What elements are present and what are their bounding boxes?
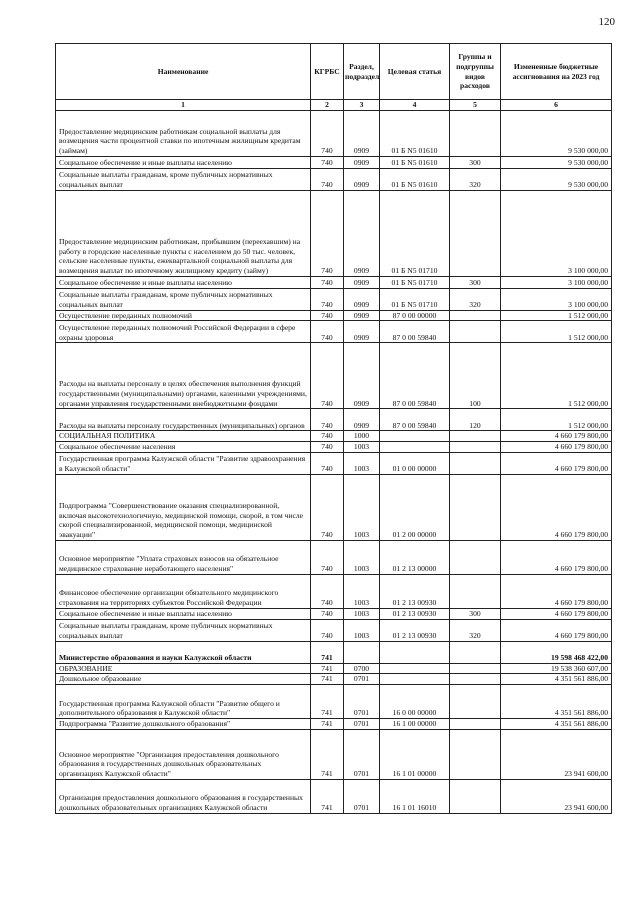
cell-vid — [450, 663, 501, 674]
cell-vid — [450, 321, 501, 343]
cell-kgrbs: 740 — [311, 288, 344, 310]
cell-kgrbs: 740 — [311, 619, 344, 641]
table-row — [56, 674, 612, 685]
cell-celevaya — [380, 431, 450, 442]
cell-celevaya: 16 1 00 00000 — [380, 719, 450, 730]
cell-summa: 4 351 561 886,00 — [501, 719, 612, 730]
cell-razdel: 0909 — [344, 310, 380, 321]
cell-vid — [450, 540, 501, 574]
cell-name: Социальное обеспечение и иные выплаты населению — [56, 156, 311, 168]
cell-name: Социальные выплаты гражданам, кроме публичных нормативных социальных выплат — [56, 168, 311, 190]
cell-kgrbs: 740 — [311, 156, 344, 168]
cell-razdel: 0909 — [344, 288, 380, 310]
table-row — [56, 452, 612, 474]
cell-celevaya: 01 Б N5 01710 — [380, 276, 450, 288]
cell-celevaya: 01 Б N5 01710 — [380, 190, 450, 276]
cell-kgrbs: 741 — [311, 685, 344, 719]
cell-razdel: 0701 — [344, 719, 380, 730]
cell-celevaya: 01 2 00 00000 — [380, 474, 450, 540]
cell-vid: 300 — [450, 608, 501, 619]
cell-vid — [450, 452, 501, 474]
table-row — [56, 442, 612, 453]
cell-vid: 100 — [450, 343, 501, 409]
cell-summa: 1 512 000,00 — [501, 310, 612, 321]
cell-celevaya: 16 0 00 00000 — [380, 685, 450, 719]
cell-celevaya: 01 0 00 00000 — [380, 452, 450, 474]
table-row — [56, 288, 612, 310]
cell-name: Основное мероприятие "Уплата страховых взносов на обязательное медицинское страхование неработающего населения" — [56, 540, 311, 574]
cell-name: Социальное обеспечение населения — [56, 442, 311, 453]
cell-summa: 1 512 000,00 — [501, 409, 612, 431]
table-row — [56, 574, 612, 608]
cell-name: Предоставление медицинским работникам социальной выплаты для возмещения части процентной ставки по ипотечным жилищным кредитам (займам) — [56, 110, 311, 156]
cell-vid — [450, 574, 501, 608]
cell-name: Социальные выплаты гражданам, кроме публичных нормативных социальных выплат — [56, 619, 311, 641]
column-number: 1 — [56, 100, 311, 111]
table-row — [56, 608, 612, 619]
cell-name: СОЦИАЛЬНАЯ ПОЛИТИКА — [56, 431, 311, 442]
column-number: 5 — [450, 100, 501, 111]
cell-summa: 3 100 000,00 — [501, 288, 612, 310]
table-row — [56, 310, 612, 321]
table-row — [56, 663, 612, 674]
cell-vid: 120 — [450, 409, 501, 431]
table-row — [56, 409, 612, 431]
cell-summa: 19 538 360 607,00 — [501, 663, 612, 674]
cell-name: Основное мероприятие "Организация предоставления дошкольного образования в государственных дошкольных образовательных организациях Калужской области" — [56, 729, 311, 779]
cell-celevaya: 87 0 00 59840 — [380, 409, 450, 431]
column-number: 2 — [311, 100, 344, 111]
cell-name: ОБРАЗОВАНИЕ — [56, 663, 311, 674]
cell-celevaya — [380, 663, 450, 674]
column-number-row — [56, 100, 612, 111]
cell-razdel: 0909 — [344, 276, 380, 288]
header-gruppy: Группы и подгруппы видов расходов — [450, 44, 501, 100]
cell-celevaya: 16 1 01 16010 — [380, 779, 450, 813]
cell-name: Предоставление медицинским работникам, прибывшим (переехавшим) на работу в городские населенные пункты с населением до 50 тыс. человек, сельские населенные пункты, ежеквартальной социальной выплаты для возмещения выплат по ипотечному жилищному кредиту (займу) — [56, 190, 311, 276]
cell-vid — [450, 685, 501, 719]
cell-razdel: 1003 — [344, 474, 380, 540]
cell-summa: 4 660 179 800,00 — [501, 619, 612, 641]
cell-celevaya: 01 Б N5 01610 — [380, 156, 450, 168]
cell-summa: 19 598 468 422,00 — [501, 641, 612, 663]
header-summa: Измененные бюджетные ассигнования на 2023 год — [501, 44, 612, 100]
cell-celevaya — [380, 442, 450, 453]
cell-razdel: 1003 — [344, 452, 380, 474]
cell-kgrbs: 740 — [311, 574, 344, 608]
cell-vid — [450, 719, 501, 730]
cell-kgrbs: 740 — [311, 442, 344, 453]
table-body — [56, 110, 612, 813]
cell-celevaya — [380, 674, 450, 685]
cell-summa: 9 530 000,00 — [501, 110, 612, 156]
cell-name: Расходы на выплаты персоналу государственных (муниципальных) органов — [56, 409, 311, 431]
cell-kgrbs: 740 — [311, 431, 344, 442]
cell-kgrbs: 740 — [311, 190, 344, 276]
cell-kgrbs: 740 — [311, 343, 344, 409]
cell-celevaya: 01 2 13 00000 — [380, 540, 450, 574]
cell-kgrbs: 740 — [311, 276, 344, 288]
cell-name: Министерство образования и науки Калужской области — [56, 641, 311, 663]
cell-razdel: 0909 — [344, 110, 380, 156]
cell-kgrbs: 740 — [311, 310, 344, 321]
cell-kgrbs: 740 — [311, 540, 344, 574]
cell-celevaya: 01 2 13 00930 — [380, 619, 450, 641]
cell-summa: 23 941 600,00 — [501, 779, 612, 813]
cell-celevaya: 01 Б N5 01710 — [380, 288, 450, 310]
cell-kgrbs: 741 — [311, 719, 344, 730]
cell-summa: 4 351 561 886,00 — [501, 685, 612, 719]
cell-razdel: 1003 — [344, 540, 380, 574]
cell-kgrbs: 740 — [311, 452, 344, 474]
cell-name: Организация предоставления дошкольного образования в государственных дошкольных образовательных организациях Калужской области — [56, 779, 311, 813]
cell-name: Социальное обеспечение и иные выплаты населению — [56, 608, 311, 619]
cell-vid — [450, 442, 501, 453]
cell-vid — [450, 474, 501, 540]
cell-name: Осуществление переданных полномочий Российской Федерации в сфере охраны здоровья — [56, 321, 311, 343]
cell-kgrbs: 740 — [311, 110, 344, 156]
table-row — [56, 110, 612, 156]
cell-kgrbs: 740 — [311, 321, 344, 343]
cell-summa: 4 660 179 800,00 — [501, 574, 612, 608]
table-row — [56, 779, 612, 813]
header-kgrbs: КГРБС — [311, 44, 344, 100]
cell-vid — [450, 431, 501, 442]
cell-razdel: 1003 — [344, 574, 380, 608]
cell-celevaya — [380, 641, 450, 663]
cell-name: Осуществление переданных полномочий — [56, 310, 311, 321]
table-row — [56, 685, 612, 719]
cell-celevaya: 01 Б N5 01610 — [380, 168, 450, 190]
cell-razdel: 1003 — [344, 608, 380, 619]
cell-summa: 4 660 179 800,00 — [501, 608, 612, 619]
column-number: 6 — [501, 100, 612, 111]
table-row — [56, 276, 612, 288]
cell-celevaya: 87 0 00 59840 — [380, 321, 450, 343]
cell-razdel: 0909 — [344, 168, 380, 190]
cell-kgrbs: 740 — [311, 168, 344, 190]
header-name: Наименование — [56, 44, 311, 100]
cell-summa: 4 660 179 800,00 — [501, 442, 612, 453]
cell-summa: 9 530 000,00 — [501, 168, 612, 190]
cell-kgrbs: 740 — [311, 608, 344, 619]
page-number: 120 — [598, 16, 615, 28]
cell-razdel: 1003 — [344, 442, 380, 453]
cell-vid — [450, 729, 501, 779]
table-row — [56, 168, 612, 190]
cell-razdel: 0701 — [344, 729, 380, 779]
cell-summa: 1 512 000,00 — [501, 321, 612, 343]
table-row — [56, 343, 612, 409]
cell-razdel: 1003 — [344, 619, 380, 641]
cell-vid: 320 — [450, 168, 501, 190]
table-row — [56, 190, 612, 276]
cell-vid — [450, 110, 501, 156]
cell-name: Расходы на выплаты персоналу в целях обеспечения выполнения функций государственными (муниципальными) органами, казенными учреждениями, органами управления государственными внебюджетными фондами — [56, 343, 311, 409]
cell-razdel: 0909 — [344, 409, 380, 431]
cell-name: Дошкольное образование — [56, 674, 311, 685]
cell-celevaya: 87 0 00 00000 — [380, 310, 450, 321]
header-celevaya: Целевая статья — [380, 44, 450, 100]
column-number: 3 — [344, 100, 380, 111]
header-row — [56, 44, 612, 100]
cell-summa: 4 660 179 800,00 — [501, 452, 612, 474]
cell-razdel: 0909 — [344, 321, 380, 343]
cell-summa: 3 100 000,00 — [501, 276, 612, 288]
cell-kgrbs: 740 — [311, 409, 344, 431]
cell-vid: 320 — [450, 619, 501, 641]
cell-kgrbs: 741 — [311, 779, 344, 813]
table-row — [56, 156, 612, 168]
cell-name: Финансовое обеспечение организации обязательного медицинского страхования на территориях субъектов Российской Федерации — [56, 574, 311, 608]
cell-vid — [450, 641, 501, 663]
cell-celevaya: 01 2 13 00930 — [380, 608, 450, 619]
budget-table — [55, 43, 612, 814]
cell-razdel: 0701 — [344, 779, 380, 813]
cell-vid: 320 — [450, 288, 501, 310]
cell-kgrbs: 741 — [311, 641, 344, 663]
cell-celevaya: 87 0 00 59840 — [380, 343, 450, 409]
table-row — [56, 719, 612, 730]
cell-name: Подпрограмма "Развитие дошкольного образования" — [56, 719, 311, 730]
table-row — [56, 540, 612, 574]
cell-razdel: 0909 — [344, 156, 380, 168]
cell-vid — [450, 310, 501, 321]
cell-kgrbs: 741 — [311, 674, 344, 685]
cell-name: Государственная программа Калужской области "Развитие здравоохранения в Калужской области" — [56, 452, 311, 474]
cell-kgrbs: 740 — [311, 474, 344, 540]
cell-summa: 4 660 179 800,00 — [501, 431, 612, 442]
cell-summa: 3 100 000,00 — [501, 190, 612, 276]
cell-vid: 300 — [450, 156, 501, 168]
cell-summa: 4 660 179 800,00 — [501, 474, 612, 540]
cell-vid — [450, 779, 501, 813]
cell-kgrbs: 741 — [311, 729, 344, 779]
cell-summa: 23 941 600,00 — [501, 729, 612, 779]
cell-name: Социальное обеспечение и иные выплаты населению — [56, 276, 311, 288]
cell-celevaya: 16 1 01 00000 — [380, 729, 450, 779]
cell-razdel: 0700 — [344, 663, 380, 674]
cell-celevaya: 01 2 13 00930 — [380, 574, 450, 608]
table-row — [56, 474, 612, 540]
cell-razdel — [344, 641, 380, 663]
table-row — [56, 641, 612, 663]
cell-razdel: 1000 — [344, 431, 380, 442]
cell-razdel: 0909 — [344, 190, 380, 276]
cell-name: Государственная программа Калужской области "Развитие общего и дополнительного образования в Калужской области" — [56, 685, 311, 719]
cell-name: Социальные выплаты гражданам, кроме публичных нормативных социальных выплат — [56, 288, 311, 310]
cell-summa: 4 351 561 886,00 — [501, 674, 612, 685]
table-row — [56, 729, 612, 779]
cell-vid: 300 — [450, 276, 501, 288]
table-row — [56, 619, 612, 641]
cell-name: Подпрограмма "Совершенствование оказания специализированной, включая высокотехнологичную, медицинской помощи, скорой, в том числе скорой специализированной, медицинской помощи, медицинской эвакуации" — [56, 474, 311, 540]
cell-summa: 1 512 000,00 — [501, 343, 612, 409]
table-row — [56, 431, 612, 442]
cell-razdel: 0701 — [344, 674, 380, 685]
table-row — [56, 321, 612, 343]
cell-vid — [450, 674, 501, 685]
cell-celevaya: 01 Б N5 01610 — [380, 110, 450, 156]
cell-razdel: 0909 — [344, 343, 380, 409]
cell-summa: 9 530 000,00 — [501, 156, 612, 168]
cell-razdel: 0701 — [344, 685, 380, 719]
column-number: 4 — [380, 100, 450, 111]
cell-vid — [450, 190, 501, 276]
cell-kgrbs: 741 — [311, 663, 344, 674]
header-razdel: Раздел, подраздел — [344, 44, 380, 100]
cell-summa: 4 660 179 800,00 — [501, 540, 612, 574]
